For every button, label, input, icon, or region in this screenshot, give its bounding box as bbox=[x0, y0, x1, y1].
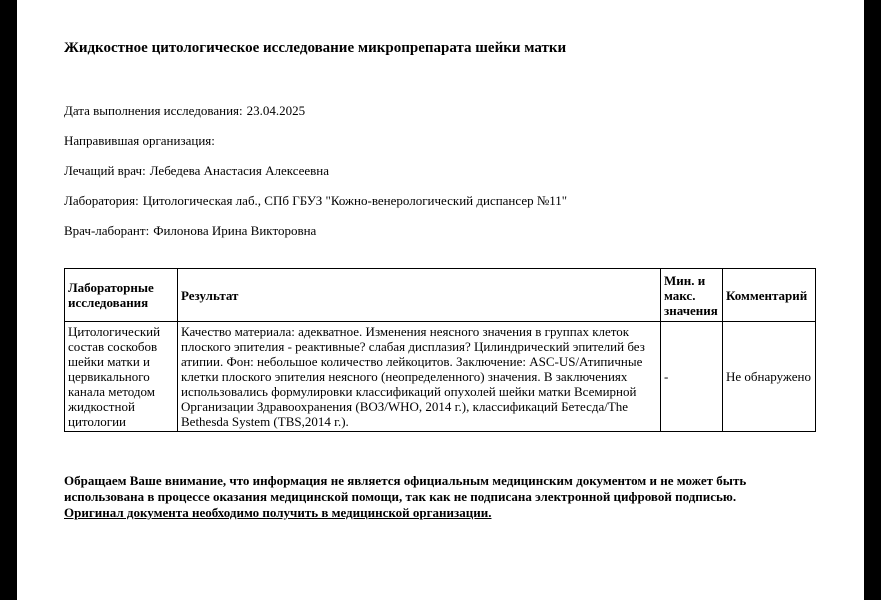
header-tests: Лабораторные исследования bbox=[65, 269, 178, 322]
field-label: Лаборатория: bbox=[64, 193, 139, 208]
field-label: Направившая организация: bbox=[64, 133, 215, 148]
field-value: Цитологическая лаб., СПб ГБУЗ "Кожно-венерологический диспансер №11" bbox=[142, 193, 568, 208]
field-label: Дата выполнения исследования: bbox=[64, 103, 243, 118]
field-referring-org bbox=[64, 133, 219, 149]
cell-test: Цитологический состав соскобов шейки матки и цервикального канала методом жидкостной цитологии bbox=[65, 322, 178, 432]
field-label: Врач-лаборант: bbox=[64, 223, 150, 238]
table-header-row bbox=[65, 269, 816, 322]
cell-range: - bbox=[661, 322, 723, 432]
cell-comment: Не обнаружено bbox=[723, 322, 816, 432]
field-study-date bbox=[64, 103, 305, 119]
table-row bbox=[65, 322, 816, 432]
field-value: Лебедева Анастасия Алексеевна bbox=[149, 163, 330, 178]
disclaimer-text: Обращаем Ваше внимание, что информация не является официальным медицинским документом и не может быть использована в процессе оказания медицинской помощи, так как не подписана электронной цифровой подписью. bbox=[64, 473, 747, 504]
field-laboratory bbox=[64, 193, 567, 209]
header-comment: Комментарий bbox=[723, 269, 816, 322]
field-label: Лечащий врач: bbox=[64, 163, 146, 178]
field-doctor bbox=[64, 163, 329, 179]
disclaimer-original-link-text: Оригинал документа необходимо получить в медицинской организации. bbox=[64, 505, 492, 520]
field-lab-technician bbox=[64, 223, 316, 239]
header-result: Результат bbox=[178, 269, 661, 322]
results-table bbox=[64, 268, 816, 432]
document-title: Жидкостное цитологическое исследование микропрепарата шейки матки bbox=[64, 40, 567, 56]
header-range: Мин. и макс. значения bbox=[661, 269, 723, 322]
cell-result: Качество материала: адекватное. Изменения неясного значения в группах клеток плоского эпителия - реактивные? слабая дисплазия? Цилиндрический эпителий без атипии. Фон: небольшое количество лейкоцитов. Заключение: ASC-US/Атипичные клетки плоского эпителия неясного (неопределенного) значения. В заключениях использовались формулировки классификаций опухолей шейки матки Всемирной Организации Здравоохранения (ВОЗ/WHO, 2014 г.), классификаций Бетесда/The Bethesda System (TBS,2014 г.). bbox=[178, 322, 661, 432]
field-value: 23.04.2025 bbox=[246, 103, 306, 118]
disclaimer-notice bbox=[64, 473, 824, 521]
document-page bbox=[17, 0, 864, 600]
field-value: Филонова Ирина Викторовна bbox=[153, 223, 317, 238]
